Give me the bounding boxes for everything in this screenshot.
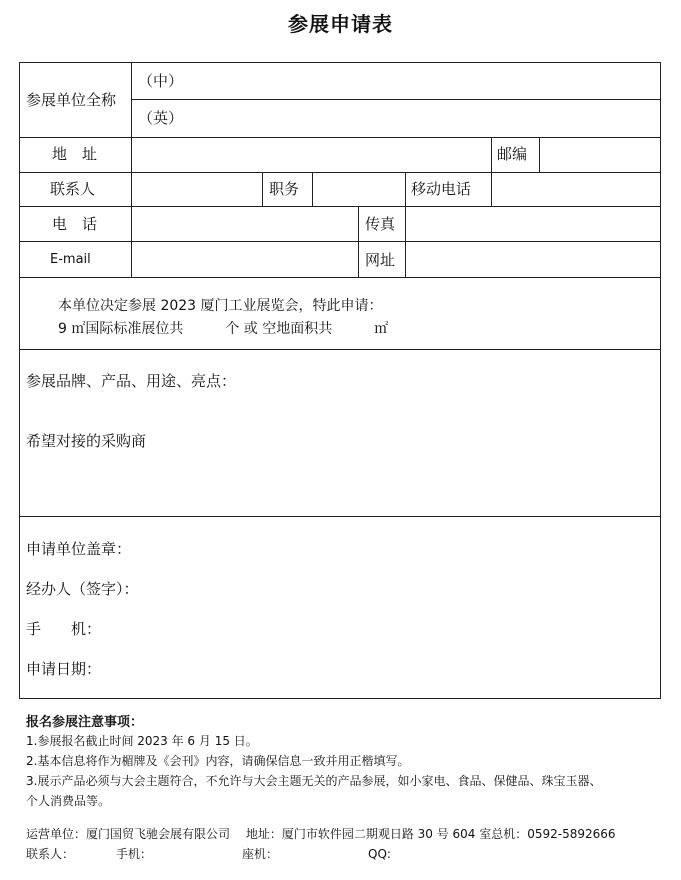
column-divider xyxy=(405,206,406,277)
handler-signature-label: 经办人（签字）： xyxy=(26,580,139,598)
declaration-line-1: 本单位决定参展 2023 厦门工业展览会，特此申请： xyxy=(58,298,383,314)
row-divider xyxy=(19,277,661,278)
phone-label: 电 话 xyxy=(52,215,98,233)
organizer-info: 运营单位：厦门国贸飞驰会展有限公司 地址：厦门市软件园二期观日路 30 号 604 室总机：0592-5892666 xyxy=(26,827,616,841)
column-divider xyxy=(491,137,492,172)
column-divider xyxy=(539,137,540,172)
org-name-label: 参展单位全称 xyxy=(26,91,117,109)
position-label: 职务 xyxy=(269,180,300,198)
org-name-en-field[interactable]: （英） xyxy=(138,109,184,127)
declaration-line-2: 9 ㎡国际标准展位共 个 或 空地面积共 ㎡ xyxy=(58,321,389,337)
contact-info: 联系人： 手机： 座机： QQ: xyxy=(26,847,391,861)
email-label: E-mail xyxy=(50,252,91,267)
application-date-label: 申请日期： xyxy=(26,660,102,678)
column-divider xyxy=(131,62,132,277)
column-divider xyxy=(262,172,263,206)
position-field[interactable] xyxy=(316,176,401,203)
fax-label: 传真 xyxy=(365,215,396,233)
handset-label: 手 机： xyxy=(26,620,102,638)
row-divider xyxy=(19,206,661,207)
buyers-label: 希望对接的采购商 xyxy=(26,432,147,450)
contact-field[interactable] xyxy=(135,176,258,203)
seal-label: 申请单位盖章： xyxy=(26,540,132,558)
address-label: 地 址 xyxy=(52,145,98,163)
phone-field[interactable] xyxy=(135,210,354,238)
address-field[interactable] xyxy=(135,141,487,169)
fax-field[interactable] xyxy=(409,210,657,238)
column-divider xyxy=(312,172,313,206)
row-divider xyxy=(19,137,661,138)
column-divider xyxy=(358,206,359,277)
website-label: 网址 xyxy=(365,251,396,269)
row-divider xyxy=(19,349,661,350)
mobile-field[interactable] xyxy=(495,176,657,203)
mobile-label: 移动电话 xyxy=(411,180,472,198)
postcode-field[interactable] xyxy=(543,141,657,169)
note-item: 2.基本信息将作为楣牌及《会刊》内容，请确保信息一致并用正楷填写。 xyxy=(26,754,410,768)
row-divider xyxy=(19,172,661,173)
note-item: 3.展示产品必须与大会主题符合，不允许与大会主题无关的产品参展，如小家电、食品、保健品、珠宝玉器、 xyxy=(26,774,602,788)
website-field[interactable] xyxy=(409,245,657,274)
row-divider xyxy=(131,99,661,100)
postcode-label: 邮编 xyxy=(497,145,528,163)
note-item: 1.参展报名截止时间 2023 年 6 月 15 日。 xyxy=(26,734,258,748)
products-label: 参展品牌、产品、用途、亮点： xyxy=(26,372,237,390)
page-title: 参展申请表 xyxy=(288,12,393,36)
contact-label: 联系人 xyxy=(50,180,96,198)
note-item: 个人消费品等。 xyxy=(26,794,111,808)
email-field[interactable] xyxy=(135,245,354,274)
row-divider xyxy=(19,516,661,517)
row-divider xyxy=(19,241,661,242)
column-divider xyxy=(491,172,492,206)
column-divider xyxy=(405,172,406,206)
notes-title: 报名参展注意事项： xyxy=(26,715,144,730)
org-name-cn-field[interactable]: （中） xyxy=(138,72,184,90)
